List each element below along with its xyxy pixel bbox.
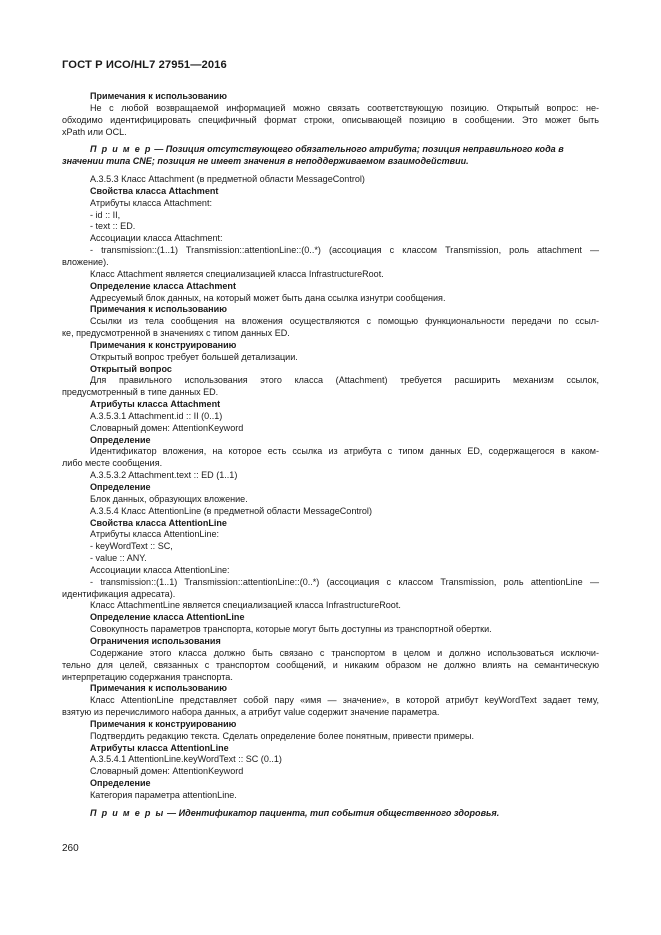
subheading: Определение xyxy=(90,482,151,492)
paragraph-line: Ассоциации класса Attachment: xyxy=(90,233,223,244)
paragraph-line: Класс AttachmentLine является специализацией класса InfrastructureRoot. xyxy=(90,600,401,611)
subheading: Определение класса AttentionLine xyxy=(90,612,245,623)
paragraph-line: обходимо идентифицировать специфичный формат строки, описывающей позицию в сообщении. Это может быть xyxy=(62,114,599,125)
paragraph-line: тельно для целей, связанных с транспортом сообщений, и никаким образом не должно влиять на семантическую xyxy=(62,659,599,670)
paragraph-line: взятую из перечислимого набора данных, а атрибут value содержит значение параметра. xyxy=(62,707,440,718)
list-item: - text :: ED. xyxy=(90,221,136,232)
section-heading: A.3.5.3.2 Attachment.text :: ED (1..1) xyxy=(90,470,238,481)
subheading: Свойства класса AttentionLine xyxy=(90,517,227,528)
subheading: Открытый вопрос xyxy=(90,363,172,374)
example-label: П р и м е р xyxy=(90,144,152,155)
example-text: — Позиция отсутствующего обязательного атрибута; позиция неправильного кода в xyxy=(151,144,564,155)
paragraph-line: Ассоциации класса AttentionLine: xyxy=(90,564,230,575)
paragraph-line: Адресуемый блок данных, на который может быть дана ссылка изнутри сообщения. xyxy=(90,292,446,303)
paragraph-line: предусмотренный в типе данных ED. xyxy=(62,387,219,398)
section-heading: A.3.5.3 Класс Attachment (в предметной области MessageControl) xyxy=(90,174,365,185)
paragraph-line: xPath или OCL. xyxy=(62,126,127,137)
paragraph-line: либо месте сообщения. xyxy=(62,458,163,469)
subheading: Примечания к использованию xyxy=(90,683,227,694)
subheading: Примечания к конструированию xyxy=(90,718,237,729)
paragraph-line: Атрибуты класса Attachment: xyxy=(90,197,212,208)
example-text: значении типа CNE; позиция не имеет значения в неподдерживаемом взаимодействии. xyxy=(62,156,469,167)
paragraph-line: интерпретацию содержания транспорта. xyxy=(62,671,233,682)
paragraph-line: Словарный домен: AttentionKeyword xyxy=(90,766,244,777)
paragraph-line: Атрибуты класса AttentionLine: xyxy=(90,529,220,540)
list-item: - keyWordText :: SC, xyxy=(90,541,173,552)
document-body xyxy=(62,91,599,820)
subheading: Определение xyxy=(90,434,151,445)
list-item: - id :: II, xyxy=(90,209,121,220)
example-text: — Идентификатор пациента, тип события общественного здоровья. xyxy=(164,807,500,818)
paragraph-line: Класс Attachment является специализацией класса InfrastructureRoot. xyxy=(90,268,384,279)
example-note xyxy=(62,808,599,820)
subheading: Атрибуты класса Attachment xyxy=(90,399,221,410)
section-heading: A.3.5.3.1 Attachment.id :: II (0..1) xyxy=(90,410,223,421)
page-number: 260 xyxy=(62,843,79,854)
section-heading: A.3.5.4 Класс AttentionLine (в предметной области MessageControl) xyxy=(90,505,372,516)
subheading: Примечания к использованию xyxy=(90,91,227,101)
section-heading: A.3.5.4.1 AttentionLine.keyWordText :: SC (0..1) xyxy=(90,754,282,765)
paragraph-line: Совокупность параметров транспорта, которые могут быть доступны из транспортной обертки. xyxy=(90,624,492,635)
paragraph-line: Не с любой возвращаемой информацией можно связать соответствующую позицию. Открытый вопрос: не- xyxy=(90,102,599,113)
example-label: П р и м е р ы xyxy=(90,807,165,818)
paragraph-line: Подтвердить редакцию текста. Сделать определение более понятным, привести примеры. xyxy=(90,730,474,741)
paragraph-line: Категория параметра attentionLine. xyxy=(90,789,237,800)
paragraph-line: Ссылки из тела сообщения на вложения осуществляются с помощью функциональности передачи по ссыл- xyxy=(90,316,599,327)
paragraph-line: Класс AttentionLine представляет собой пару «имя — значение», в которой атрибут keyWordText задает тему, xyxy=(90,695,599,706)
paragraph-line: Открытый вопрос требует большей детализации. xyxy=(90,351,298,362)
subheading: Примечания к конструированию xyxy=(90,339,237,350)
paragraph-line: Блок данных, образующих вложение. xyxy=(90,493,248,504)
paragraph-line: идентификация адресата). xyxy=(62,588,176,599)
document-header: ГОСТ Р ИСО/HL7 27951—2016 xyxy=(62,59,227,71)
list-item: - transmission::(1..1) Transmission::attentionLine::(0..*) (ассоциация с классом Transmission, роль attachment — xyxy=(90,245,599,256)
paragraph-line: Словарный домен: AttentionKeyword xyxy=(90,422,244,433)
paragraph-line: вложение). xyxy=(62,256,109,267)
subheading: Определение класса Attachment xyxy=(90,280,236,291)
paragraph-line: Идентификатор вложения, на которое есть ссылка из атрибута с типом данных ED, содержащегося в каком- xyxy=(90,446,599,457)
paragraph-line: Для правильного использования этого класса (Attachment) требуется расширить механизм ссылок, xyxy=(90,375,599,386)
paragraph-line: ке, предусмотренной в значениях с типом данных ED. xyxy=(62,328,290,339)
subheading: Определение xyxy=(90,778,151,789)
list-item: - value :: ANY. xyxy=(90,553,147,564)
example-note xyxy=(62,144,599,156)
paragraph-line: Содержание этого класса должно быть связано с транспортом в целом и должно использоваться исключи- xyxy=(90,647,599,658)
list-item: - transmission::(1..1) Transmission::attentionLine::(0..*) (ассоциация с классом Transmission, роль attentionLine — xyxy=(90,576,599,587)
subheading: Ограничения использования xyxy=(90,635,221,646)
subheading: Свойства класса Attachment xyxy=(90,185,219,196)
subheading: Атрибуты класса AttentionLine xyxy=(90,742,229,753)
subheading: Примечания к использованию xyxy=(90,304,227,315)
